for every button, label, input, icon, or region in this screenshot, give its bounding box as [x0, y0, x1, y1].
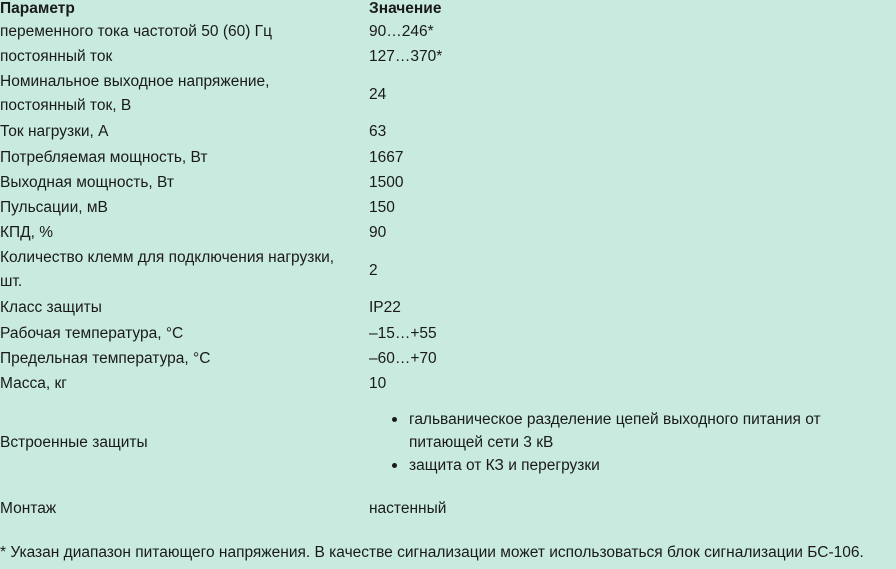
- header-value: Значение: [369, 0, 442, 17]
- row-param: Встроенные защиты: [0, 433, 148, 451]
- table-row: [0, 170, 896, 195]
- protections-list: [369, 408, 896, 477]
- row-param: переменного тока частотой 50 (60) Гц: [0, 23, 272, 41]
- row-param: постоянный ток: [0, 48, 113, 66]
- row-param: Масса, кг: [0, 374, 67, 392]
- list-item: [409, 454, 896, 477]
- row-param: [0, 245, 369, 295]
- table-row: [0, 44, 896, 69]
- list-item-line: защита от КЗ и перегрузки: [409, 456, 600, 474]
- row-param-line: шт.: [0, 273, 23, 291]
- footnote: * Указан диапазон питающего напряжения. В качестве сигнализации может использоваться блок сигнализации БС-106.: [0, 544, 864, 561]
- row-value: 1667: [369, 148, 404, 166]
- table-row: [0, 69, 896, 119]
- row-param-line: постоянный ток, В: [0, 97, 132, 115]
- list-item-line: гальваническое разделение цепей выходного питания от: [409, 410, 821, 428]
- table-row: [0, 245, 896, 295]
- row-value: 150: [369, 199, 395, 217]
- table-row: [0, 346, 896, 371]
- row-value: 90…246*: [369, 23, 434, 41]
- row-param: Монтаж: [0, 499, 57, 517]
- row-value: 10: [369, 374, 387, 392]
- table-row: [0, 321, 896, 346]
- bullet-icon: [392, 463, 397, 468]
- table-row: [0, 145, 896, 170]
- table-row-protections: [0, 396, 896, 488]
- row-param: Предельная температура, °С: [0, 349, 211, 367]
- row-value: IP22: [369, 299, 401, 317]
- table-row: [0, 371, 896, 396]
- row-param: [0, 69, 369, 119]
- row-value: 90: [369, 224, 387, 242]
- row-param: Выходная мощность, Вт: [0, 173, 174, 191]
- bullet-icon: [392, 417, 397, 422]
- list-item: [409, 408, 896, 454]
- row-value: [369, 396, 896, 488]
- table-row: [0, 195, 896, 220]
- table-row: [0, 119, 896, 144]
- row-value: 127…370*: [369, 48, 443, 66]
- row-value: –60…+70: [369, 349, 437, 367]
- row-value: 2: [369, 261, 378, 279]
- table-row-mount: [0, 488, 896, 528]
- row-param: Потребляемая мощность, Вт: [0, 148, 208, 166]
- table-header-row: [0, 0, 896, 19]
- row-value: настенный: [369, 499, 447, 517]
- row-param: Ток нагрузки, А: [0, 123, 109, 141]
- row-param: КПД, %: [0, 224, 54, 242]
- row-param-line: Количество клемм для подключения нагрузки,: [0, 249, 335, 267]
- row-param: Рабочая температура, °С: [0, 324, 184, 342]
- table-row: [0, 220, 896, 245]
- row-param: Пульсации, мВ: [0, 199, 108, 217]
- table-row: [0, 295, 896, 320]
- list-item-line: питающей сети 3 кВ: [409, 433, 554, 451]
- header-param: Параметр: [0, 0, 75, 17]
- row-value: 63: [369, 123, 387, 141]
- row-value: –15…+55: [369, 324, 437, 342]
- row-value: 1500: [369, 173, 404, 191]
- row-param: Класс защиты: [0, 299, 102, 317]
- row-value: 24: [369, 85, 387, 103]
- row-param-line: Номинальное выходное напряжение,: [0, 73, 270, 91]
- table-row: [0, 19, 896, 44]
